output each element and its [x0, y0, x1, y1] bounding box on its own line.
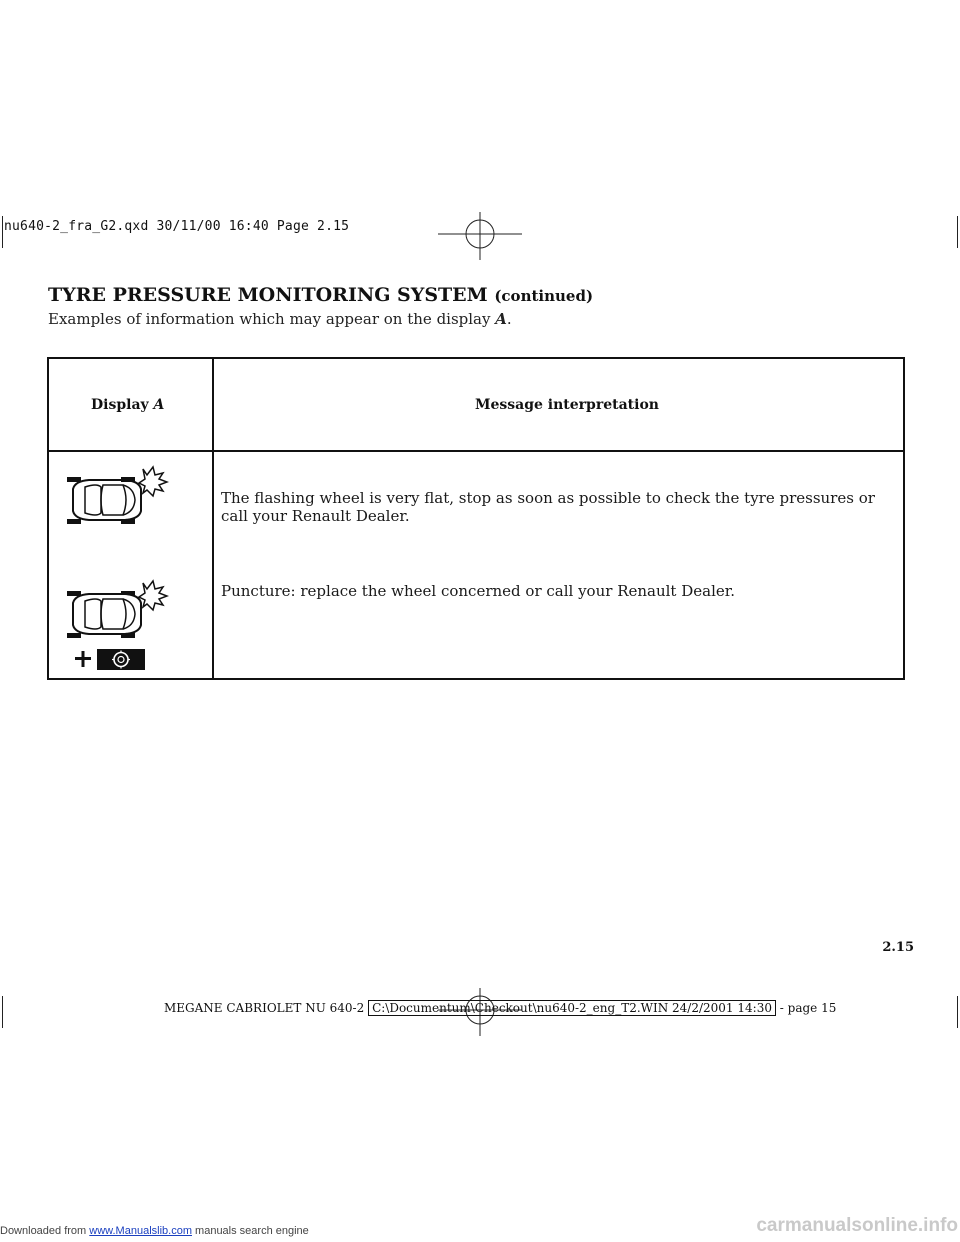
page-number: 2.15 — [882, 940, 914, 955]
registration-mark-top — [438, 212, 522, 260]
section-title-text: TYRE PRESSURE MONITORING SYSTEM — [48, 284, 488, 306]
print-slug: nu640-2_fra_G2.qxd 30/11/00 16:40 Page 2.15 — [4, 219, 350, 234]
download-suffix: manuals search engine — [191, 1225, 309, 1237]
table-column-divider — [212, 359, 214, 678]
intro-text: Examples of information which may appear on the display — [48, 310, 491, 328]
print-footer — [164, 1001, 836, 1015]
watermark: carmanualsonline.info — [756, 1215, 958, 1236]
manualslib-link[interactable]: www.Manualslib.com — [89, 1225, 192, 1237]
crop-mark-left-top — [2, 216, 3, 248]
crop-mark-right-bottom — [957, 996, 958, 1028]
table-header-divider — [49, 450, 903, 452]
table-header-message: Message interpretation — [475, 397, 659, 413]
table-header-display — [91, 397, 164, 413]
download-credit — [0, 1225, 309, 1237]
crop-mark-right-top — [957, 216, 958, 248]
intro-end: . — [506, 310, 512, 328]
crop-mark-left-bottom — [2, 996, 3, 1028]
table-header-display-label: Display — [91, 397, 149, 413]
section-title — [48, 284, 593, 306]
row-2-message: Puncture: replace the wheel concerned or call your Renault Dealer. — [221, 582, 736, 600]
download-prefix: Downloaded from — [0, 1225, 87, 1237]
intro-line — [48, 310, 512, 328]
footer-model: MEGANE CABRIOLET NU 640-2 — [164, 1001, 365, 1015]
display-table — [47, 357, 905, 680]
footer-path: C:\Documentum\Checkout\nu640-2_eng_T2.WIN 24/2/2001 14:30 — [368, 1000, 776, 1016]
car-flat-wheel-icon — [59, 463, 169, 529]
section-title-continued: (continued) — [494, 287, 594, 305]
intro-var: A — [495, 310, 507, 328]
car-flat-wheel-service-icon — [59, 577, 169, 673]
row-1-message: The flashing wheel is very flat, stop as soon as possible to check the tyre pressures or call your Renault Dealer. — [221, 489, 875, 525]
footer-page: - page 15 — [779, 1001, 837, 1015]
table-header-display-var: A — [153, 397, 165, 413]
